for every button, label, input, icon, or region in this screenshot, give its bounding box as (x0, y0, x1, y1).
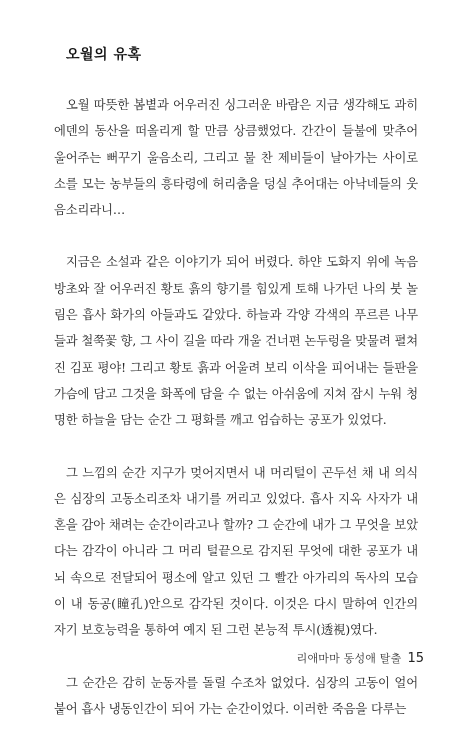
page-footer (297, 650, 424, 666)
chapter-title: 오월의 유혹 (66, 47, 142, 63)
paragraph: 오월 따뜻한 봄볕과 어우러진 싱그러운 바람은 지금 생각해도 과히 에덴의 동산을 떠올리게 할 만큼 상큼했었다. 간간이 들불에 맞추어 울어주는 뻐꾸기 울음소리, 그리고 물 찬 제비들이 날아가는 사이로 소를 모는 농부들의 흥타령에 허리춤을 덩실 추어대는 아낙네들의 웃음소리라니… (54, 98, 418, 218)
running-title: 리애마마 동성애 탈출 (296, 652, 402, 665)
page-number: 15 (407, 651, 424, 666)
paragraph: 그 느낌의 순간 지구가 멎어지면서 내 머리털이 곤두선 채 내 의식은 심장의 고동소리조차 내기를 꺼리고 있었다. 흡사 지옥 사자가 내 혼을 감아 채려는 순간이라고나 할까? 그 순간에 내가 그 무엇을 보았다는 감각이 아니라 그 머리 털끝으로 감지된 무엇에 대한 공포가 내 뇌 속으로 전달되어 평소에 알고 있던 그 빨간 아가리의 독사의 모습이 내 동공(瞳孔)안으로 감각된 것이다. 이것은 다시 말하여 인간의 자기 보호능력을 통하여 예지 된 그런 본능적 투시(透視)였다. (54, 465, 418, 638)
paragraph: 그 순간은 감히 눈동자를 돌릴 수조차 없었다. 심장의 고동이 얼어붙어 흡사 냉동인간이 되어 가는 순간이었다. 이러한 죽음을 다루는 (54, 675, 418, 716)
paragraph: 지금은 소설과 같은 이야기가 되어 버렸다. 하얀 도화지 위에 녹음방초와 잘 어우러진 황토 흙의 향기를 힘있게 토해 나가던 나의 붓 놀림은 흡사 화가의 아들과도 같았다. 하늘과 각양 각색의 푸르른 나무들과 철쭉꽃 향, 그 사이 길을 따라 개울 건너편 논두렁을 맞물려 펼쳐진 김포 평야! 그리고 황토 흙과 어울려 보리 이삭을 피어내는 들판을 가슴에 담고 그것을 화폭에 담을 수 없는 아쉬움에 지쳐 잠시 누워 청명한 하늘을 담는 순간 그 평화를 깨고 엄습하는 공포가 있었다. (54, 255, 418, 428)
